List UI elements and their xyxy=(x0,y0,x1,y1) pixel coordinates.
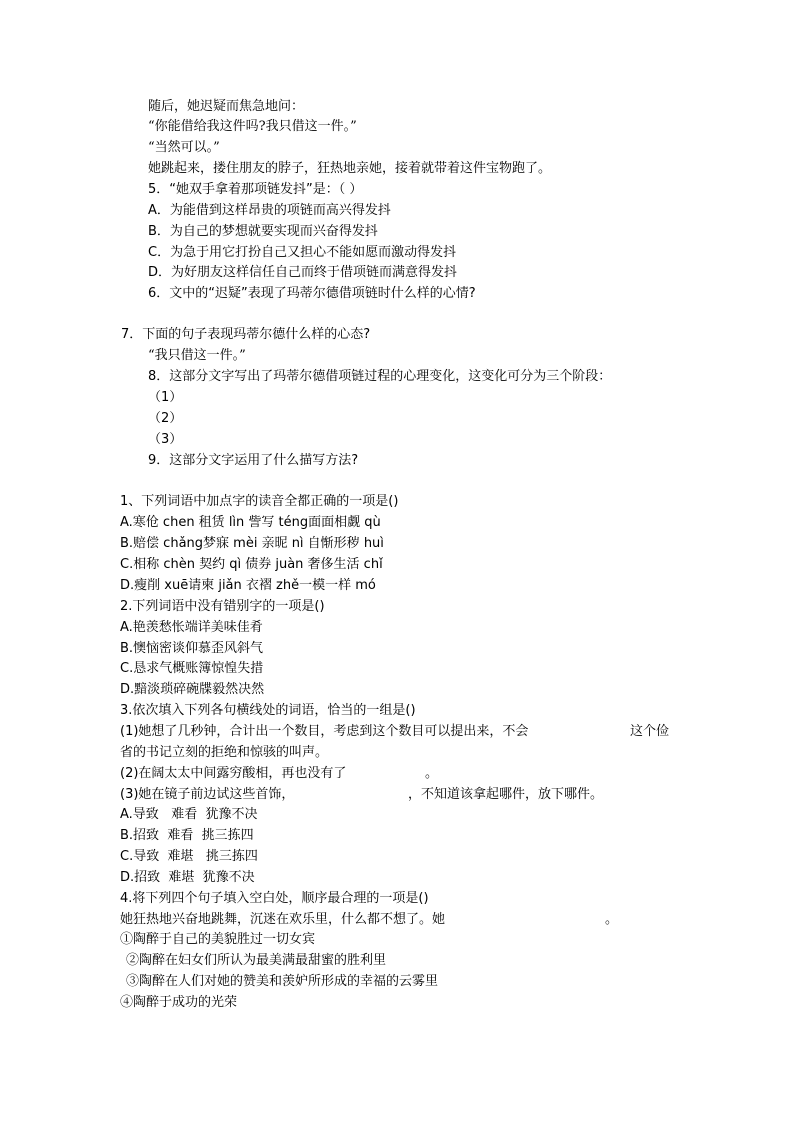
question-8-stage-1: （1） xyxy=(148,390,183,405)
question-5-option-a: A．为能借到这样昂贵的项链而高兴得发抖 xyxy=(148,203,391,218)
question-5-option-d: D．为好朋友这样信任自己而终于借项链而满意得发抖 xyxy=(148,265,458,280)
question-5-stem: 5．“她双手拿着那项链发抖”是：（ ） xyxy=(148,182,363,197)
question-8-stem: 8．这部分文字写出了玛蒂尔德借项链过程的心理变化，这变化可分为三个阶段： xyxy=(148,369,612,384)
question-5-option-c: C．为急于用它打扮自己又担心不能如愿而激动得发抖 xyxy=(148,245,457,260)
exercise-3-option-d: D.招致 难堪 犹豫不决 xyxy=(120,870,255,885)
exercise-3-sentence-1-tail: 这个俭 xyxy=(630,724,670,739)
exercise-2-option-d: D.黯淡琐碎碗牒毅然决然 xyxy=(120,682,265,697)
exercise-2-option-a: A.艳羡愁怅端详美味佳肴 xyxy=(120,620,263,635)
exercise-4-option-3: ③陶醉在人们对她的赞美和羡妒所形成的幸福的云雾里 xyxy=(126,974,439,989)
passage-line-3: “当然可以。” xyxy=(148,140,220,155)
exercise-2-stem: 2.下列词语中没有错别字的一项是() xyxy=(120,599,325,614)
exercise-1-stem: 1、下列词语中加点字的读音全都正确的一项是() xyxy=(120,494,399,509)
passage-line-1: 随后，她迟疑而焦急地问： xyxy=(148,99,305,114)
exercise-1-option-b: B.赔偿 chǎng梦寐 mèi 亲昵 nì 自惭形秽 huì xyxy=(120,536,384,551)
question-9: 9．这部分文字运用了什么描写方法? xyxy=(148,453,359,468)
question-7-stem: 7．下面的句子表现玛蒂尔德什么样的心态? xyxy=(121,327,371,342)
exercise-2-option-b: B.懊恼密谈仰慕歪风斜气 xyxy=(120,641,264,656)
exercise-3-sentence-1-cont: 省的书记立刻的拒绝和惊骇的叫声。 xyxy=(120,745,329,760)
exercise-2-option-c: C.恳求气概账簿惊惶失措 xyxy=(120,661,264,676)
question-5-option-b: B．为自己的梦想就要实现而兴奋得发抖 xyxy=(148,224,378,239)
exercise-4-option-1: ①陶醉于自己的美貌胜过一切女宾 xyxy=(120,932,316,947)
exercise-4-lead-tail: 。 xyxy=(605,912,619,927)
passage-line-2: “你能借给我这件吗?我只借这一件。” xyxy=(148,119,357,134)
exercise-3-option-a: A.导致 难看 犹豫不决 xyxy=(120,807,258,822)
exercise-1-option-d: D.瘦削 xuē请柬 jiǎn 衣褶 zhě一模一样 mó xyxy=(120,578,376,593)
exercise-3-option-c: C.导致 难堪 挑三拣四 xyxy=(120,849,258,864)
passage-line-4: 她跳起来，搂住朋友的脖子，狂热地亲她，接着就带着这件宝物跑了。 xyxy=(148,161,552,176)
exercise-3-sentence-3: (3)她在镜子前边试这些首饰， xyxy=(120,787,295,802)
exercise-3-stem: 3.依次填入下列各句横线处的词语，恰当的一组是() xyxy=(120,703,416,718)
exercise-3-sentence-1: (1)她想了几秒钟，合计出一个数目，考虑到这个数目可以提出来，不会 xyxy=(120,724,529,739)
exercise-4-lead: 她狂热地兴奋地跳舞，沉迷在欢乐里，什么都不想了。她 xyxy=(120,912,446,927)
exercise-3-option-b: B.招致 难看 挑三拣四 xyxy=(120,828,254,843)
question-8-stage-3: （3） xyxy=(148,432,183,447)
exercise-1-option-c: C.相称 chèn 契约 qì 债券 juàn 奢侈生活 chǐ xyxy=(120,557,383,572)
exercise-3-sentence-2-tail: 。 xyxy=(425,766,439,781)
exercise-4-option-4: ④陶醉于成功的光荣 xyxy=(120,995,238,1010)
exercise-1-option-a: A.寒伧 chen 租赁 lìn 訾写 téng面面相觑 qù xyxy=(120,515,381,530)
question-8-stage-2: （2） xyxy=(148,411,183,426)
exercise-3-sentence-3-tail: ，不知道该拿起哪件，放下哪件。 xyxy=(408,787,604,802)
exercise-4-option-2: ②陶醉在妇女们所认为最美满最甜蜜的胜利里 xyxy=(126,953,387,968)
exercise-4-stem: 4.将下列四个句子填入空白处，顺序最合理的一项是() xyxy=(120,891,429,906)
question-7-quote: “我只借这一件。” xyxy=(148,348,246,363)
question-6: 6．文中的“迟疑”表现了玛蒂尔德借项链时什么样的心情? xyxy=(148,286,476,301)
exercise-3-sentence-2: (2)在阔太太中间露穷酸相，再也没有了 xyxy=(120,766,347,781)
